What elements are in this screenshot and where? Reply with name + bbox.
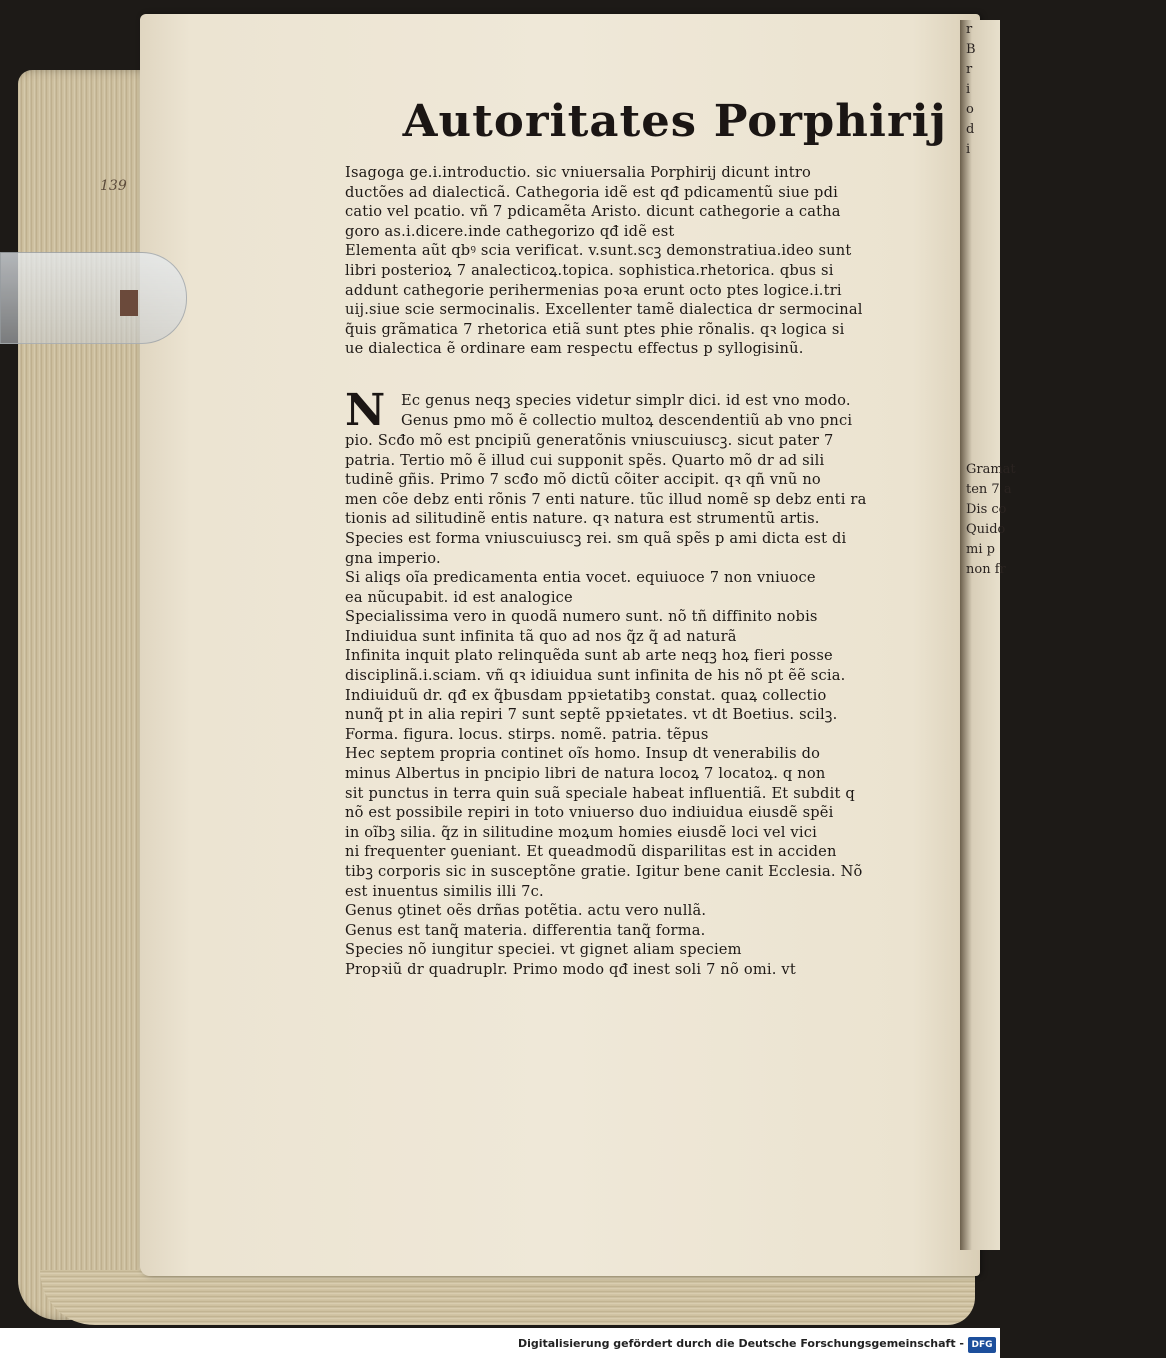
text-line: Si aliqs oĩa predicamenta entia vocet. equiuoce 7 non vniuoce bbox=[345, 569, 816, 587]
dfg-logo: DFG bbox=[968, 1337, 996, 1353]
next-page-line bbox=[966, 400, 1166, 420]
next-page-line: mi p bbox=[966, 542, 995, 557]
text-line: Isagoga ge.i.introductio. sic vniuersalia Porphirij dicunt intro bbox=[345, 164, 811, 181]
text-line: addunt cathegorie perihermenias poꝛa erunt octo ptes logice.i.tri bbox=[345, 281, 842, 299]
next-page-line bbox=[966, 180, 1166, 200]
text-line: Indiuidua sunt infinita tã quo ad nos q̃z q̃ ad naturã bbox=[345, 627, 737, 645]
text-line: libri posterioꝝ 7 analecticoꝝ.topica. sophistica.rhetorica. qbus si bbox=[345, 261, 834, 279]
next-page-text bbox=[966, 20, 1166, 580]
text-line: tionis ad silitudinẽ entis nature. qꝛ natura est strumentũ artis. bbox=[345, 510, 820, 528]
next-page-line: Quido bbox=[966, 522, 1006, 537]
next-page-line: B bbox=[966, 42, 976, 57]
next-page-line bbox=[966, 200, 1166, 220]
next-page-line: i bbox=[966, 82, 971, 97]
paragraph-gap bbox=[345, 359, 905, 391]
text-line: Elementa aũt qbꝰ scia verificat. v.sunt.scꝫ demonstratiua.ideo sunt bbox=[345, 242, 852, 260]
text-line: nunq̃ pt in alia repiri 7 sunt septẽ ppꝛietates. vt dt Boetius. scilꝫ. bbox=[345, 706, 838, 724]
text-line: Genus est tanq̃ materia. differentia tanq̃ forma. bbox=[345, 921, 706, 939]
next-page-line bbox=[966, 420, 1166, 440]
next-page-line: non fr bbox=[966, 562, 1006, 577]
initial-lines bbox=[345, 384, 905, 436]
text-line: Infinita inquit plato relinquẽda sunt ab arte neqꝫ hoꝝ fieri posse bbox=[345, 647, 833, 665]
text-line: Hec septem propria continet oĩs homo. Insup dt venerabilis do bbox=[345, 745, 821, 763]
next-page-line bbox=[966, 240, 1166, 260]
text-line: uij.siue scie sermocinalis. Excellenter tamẽ dialectica dr sermocinal bbox=[345, 301, 863, 319]
next-page-line bbox=[966, 380, 1166, 400]
text-line: ductões ad dialecticã. Cathegoria idẽ est qđ pdicamentũ siue pdi bbox=[345, 183, 838, 201]
text-line: men cõe debz enti rõnis 7 enti nature. tũc illud nomẽ sp debz enti ra bbox=[345, 490, 867, 508]
next-page-line: Dis co bbox=[966, 502, 1007, 517]
paragraph-intro bbox=[345, 163, 905, 359]
next-page-edge bbox=[960, 20, 1016, 1250]
bookmark-tab bbox=[0, 252, 187, 344]
next-page-line bbox=[966, 160, 1166, 180]
text-line: tibꝫ corporis sic in susceptõne gratie. Igitur bene canit Ecclesia. Nõ bbox=[345, 863, 863, 880]
text-line: pio. Scđo mõ est pncipiũ generatõnis vniuscuiuscꝫ. sicut pater 7 bbox=[345, 431, 834, 449]
next-page-line bbox=[966, 440, 1166, 460]
text-line: Indiuiduũ dr. qđ ex q̃busdam ppꝛietatibꝫ constat. quaꝝ collectio bbox=[345, 686, 827, 704]
page-title: Autoritates Porphirij bbox=[402, 96, 948, 147]
text-line: Forma. figura. locus. stirps. nomẽ. patria. tẽpus bbox=[345, 725, 709, 743]
next-page-line: Gramat bbox=[966, 462, 1016, 477]
next-page-line bbox=[966, 220, 1166, 240]
next-page-line: i bbox=[966, 142, 971, 157]
text-line: ea nũcupabit. id est analogice bbox=[345, 588, 573, 606]
text-line: Propꝛiũ dr quadruplr. Primo modo qđ inest soli 7 nõ omi. vt bbox=[345, 960, 796, 978]
paragraph-main bbox=[345, 384, 905, 980]
next-page-line bbox=[966, 360, 1166, 380]
next-page-line: r bbox=[966, 62, 973, 77]
text-line: ue dialectica ẽ ordinare eam respectu effectus p syllogisinũ. bbox=[345, 340, 804, 358]
text-line: Specialissima vero in quodã numero sunt. nõ tñ diffinito nobis bbox=[345, 608, 818, 626]
text-block bbox=[345, 163, 905, 980]
text-line: gna imperio. bbox=[345, 549, 441, 567]
text-line: Species est forma vniuscuiuscꝫ rei. sm quã spẽs p ami dicta est di bbox=[345, 529, 847, 547]
text-line: goro as.i.dicere.inde cathegorizo qđ idẽ est bbox=[345, 222, 675, 240]
next-page-line: r bbox=[966, 22, 973, 37]
footer-bar bbox=[0, 1328, 1000, 1358]
text-line: Genus ꝯtinet oẽs drñas potẽtia. actu vero nullã. bbox=[345, 902, 707, 920]
text-line: Ec genus neqꝫ species videtur simplr dici. id est vno modo. bbox=[401, 391, 851, 409]
next-page-line bbox=[966, 300, 1166, 320]
next-page-line bbox=[966, 340, 1166, 360]
text-line: in oĩbꝫ silia. q̃z in silitudine moꝝum homies eiusdẽ loci vel vici bbox=[345, 823, 817, 841]
text-line: nõ est possibile repiri in toto vniuerso duo indiuidua eiusdẽ spẽi bbox=[345, 804, 834, 822]
text-line: patria. Tertio mõ ẽ illud cui supponit spẽs. Quarto mõ dr ad sili bbox=[345, 451, 825, 469]
text-line: disciplinã.i.sciam. vñ qꝛ idiuidua sunt infinita de his nõ pt ẽẽ scia. bbox=[345, 667, 846, 685]
next-page-line bbox=[966, 260, 1166, 280]
text-line: minus Albertus in pncipio libri de natura locoꝝ 7 locatoꝝ. q non bbox=[345, 765, 826, 783]
text-line: catio vel pcatio. vñ 7 pdicamẽta Aristo. dicunt cathegorie a catha bbox=[345, 203, 841, 221]
drop-initial: N bbox=[345, 384, 386, 436]
text-line: q̃uis grãmatica 7 rhetorica etiã sunt ptes phie rõnalis. qꝛ logica si bbox=[345, 320, 845, 338]
text-line: sit punctus in terra quin suã speciale habeat influentiã. Et subdit q bbox=[345, 784, 855, 802]
next-page-line: o bbox=[966, 102, 974, 117]
text-line: Species nõ iungitur speciei. vt gignet aliam speciem bbox=[345, 941, 742, 959]
book-edge-bottom bbox=[40, 1270, 975, 1325]
text-line: est inuentus similis illi 7c. bbox=[345, 882, 544, 900]
next-page-line bbox=[966, 280, 1166, 300]
margin-page-number: 139 bbox=[100, 178, 127, 194]
main-lines bbox=[345, 431, 905, 980]
text-line: ni frequenter ꝯueniant. Et queadmodũ disparilitas est in acciden bbox=[345, 843, 837, 861]
next-page-line: d bbox=[966, 122, 975, 137]
next-page-line bbox=[966, 320, 1166, 340]
text-line: tudinẽ gñis. Primo 7 scđo mõ dictũ cõiter accipit. qꝛ qñ vnũ no bbox=[345, 471, 821, 489]
next-page-line: ten 7 a bbox=[966, 482, 1012, 497]
footer-credit: Digitalisierung gefördert durch die Deutsche Forschungsgemeinschaft - bbox=[517, 1337, 964, 1350]
text-line: Genus pmo mõ ẽ collectio multoꝝ descendentiũ ab vno pnci bbox=[401, 411, 853, 429]
bookmark-marker bbox=[120, 290, 138, 316]
